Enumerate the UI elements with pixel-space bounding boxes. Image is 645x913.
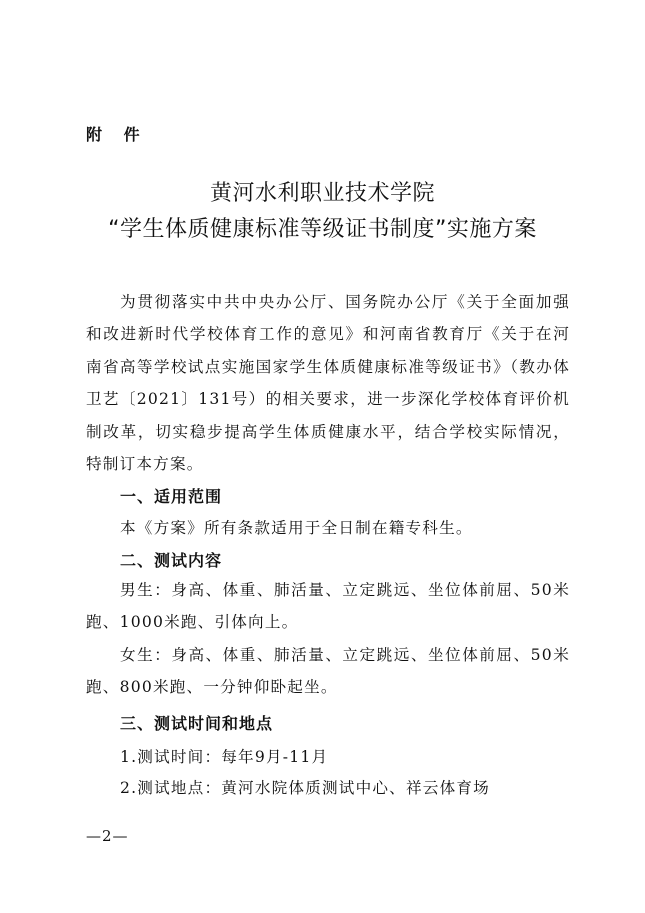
section-heading-time-place: 三、测试时间和地点 bbox=[120, 714, 274, 733]
intro-paragraph: 为贯彻落实中共中央办公厅、国务院办公厅《关于全面加强和改进新时代学校体育工作的意见》和河南省教育厅《关于在河南省高等学校试点实施国家学生体质健康标准等级证书》（教办体卫艺〔2021〕131号）的相关要求，进一步深化学校体育评价机制改革，切实稳步提高学生体质健康水平，结合学校实际情况，特制订本方案。 bbox=[86, 293, 570, 474]
test-place-item: 2.测试地点：黄河水院体质测试中心、祥云体育场 bbox=[120, 779, 490, 797]
male-test-items: 男生：身高、体重、肺活量、立定跳远、坐位体前屈、50米跑、1000米跑、引体向上。 bbox=[86, 581, 570, 632]
page-number: —2— bbox=[86, 827, 129, 845]
section-heading-scope: 一、适用范围 bbox=[120, 487, 223, 506]
female-test-items: 女生：身高、体重、肺活量、立定跳远、坐位体前屈、50米跑、800米跑、一分钟仰卧起坐。 bbox=[86, 646, 570, 697]
test-time-item: 1.测试时间：每年9月-11月 bbox=[120, 748, 329, 766]
document-title-line1: 黄河水利职业技术学院 bbox=[209, 181, 435, 206]
section-heading-content: 二、测试内容 bbox=[120, 551, 223, 570]
document-title-line2: “学生体质健康标准等级证书制度”实施方案 bbox=[108, 217, 537, 242]
scope-text: 本《方案》所有条款适用于全日制在籍专科生。 bbox=[120, 519, 473, 537]
attachment-label: 附 件 bbox=[86, 125, 148, 144]
